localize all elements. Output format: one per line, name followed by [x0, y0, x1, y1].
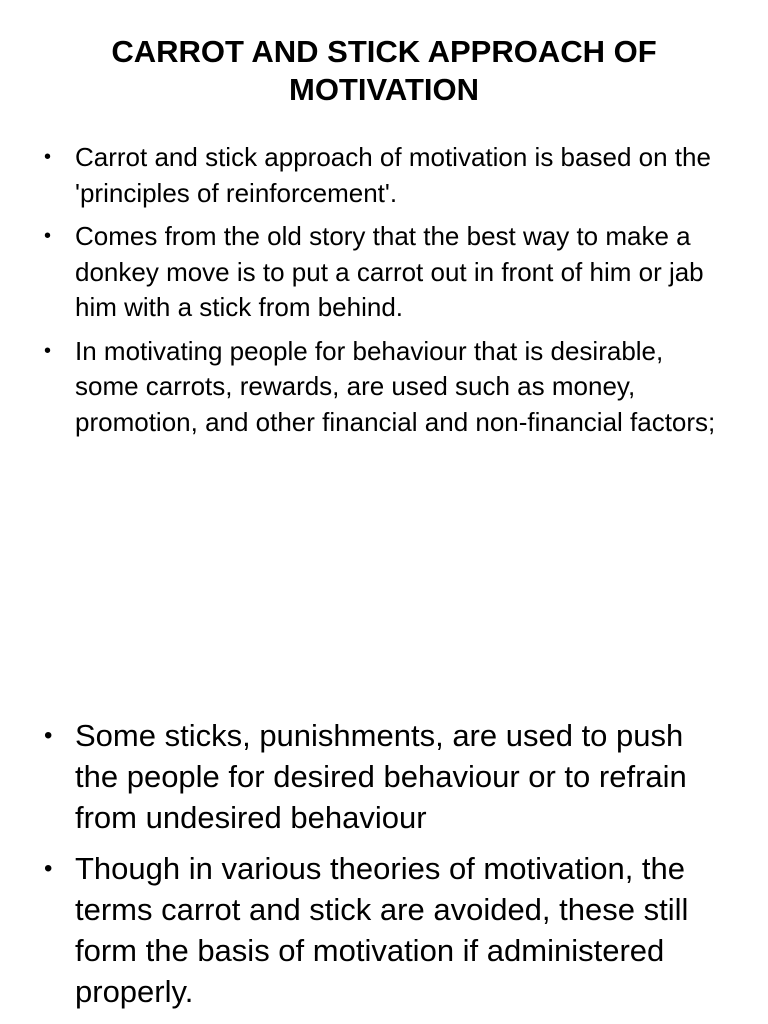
- slide-title: CARROT AND STICK APPROACH OF MOTIVATION: [111, 34, 657, 107]
- bullet-text: Comes from the old story that the best way to make a donkey move is to put a carrot out in front of him or jab him with a stick from behind.: [75, 221, 704, 322]
- bullet-icon: •: [44, 225, 52, 247]
- bullet-icon: •: [44, 146, 52, 168]
- bullet-text: In motivating people for behaviour that is desirable, some carrots, rewards, are used such as money, promotion, and other financial and non-financial factors;: [75, 335, 716, 437]
- bullet-item: [0, 219, 768, 326]
- bullet-item: [0, 140, 768, 211]
- bullet-item: [0, 848, 768, 1012]
- bullet-list-top: [0, 140, 768, 448]
- bullet-text: Carrot and stick approach of motivation is based on the 'principles of reinforcement'.: [75, 142, 711, 208]
- bullet-icon: •: [44, 722, 53, 749]
- bullet-item: [0, 715, 768, 838]
- bullet-text: Some sticks, punishments, are used to push the people for desired behaviour or to refrain from undesired behaviour: [75, 718, 687, 835]
- bullet-item: [0, 334, 768, 441]
- bullet-list-bottom: [0, 715, 768, 1022]
- bullet-icon: •: [44, 855, 53, 882]
- bullet-icon: •: [44, 339, 52, 362]
- bullet-text: Though in various theories of motivation, the terms carrot and stick are avoided, these still form the basis of motivation if administered properly.: [75, 851, 689, 1009]
